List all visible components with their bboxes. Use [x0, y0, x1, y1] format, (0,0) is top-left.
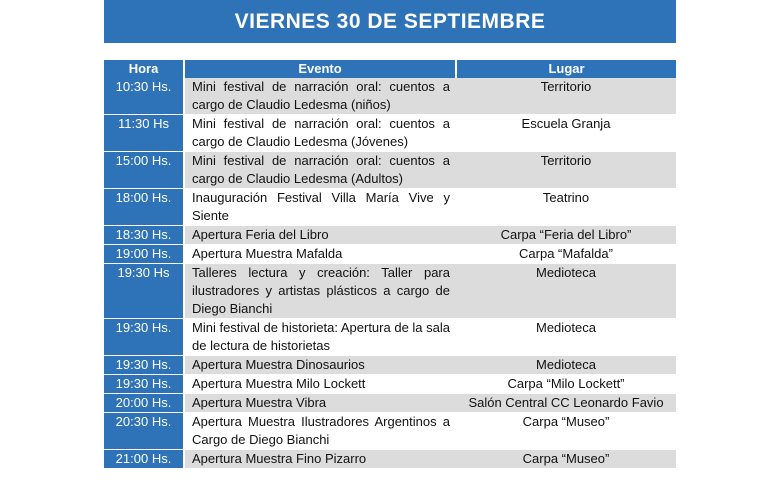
header-lugar: Lugar [456, 60, 676, 78]
row-hora: 18:30 Hs. [104, 226, 184, 245]
table-row [104, 356, 676, 375]
row-lugar: Medioteca [456, 356, 676, 375]
spacer [104, 43, 676, 60]
row-lugar: Medioteca [456, 264, 676, 319]
table-row [104, 189, 676, 226]
header-evento: Evento [184, 60, 456, 78]
row-evento: Apertura Muestra Ilustradores Argentinos a Cargo de Diego Bianchi [184, 413, 456, 450]
row-evento: Talleres lectura y creación: Taller para ilustradores y artistas plásticos a cargo de Diego Bianchi [184, 264, 456, 319]
table-row [104, 152, 676, 189]
table-row [104, 413, 676, 450]
row-lugar: Escuela Granja [456, 115, 676, 152]
schedule-table [104, 60, 676, 469]
row-evento: Apertura Muestra Fino Pizarro [184, 450, 456, 469]
row-evento: Mini festival de historieta: Apertura de la sala de lectura de historietas [184, 319, 456, 356]
row-lugar: Carpa “Museo” [456, 450, 676, 469]
row-hora: 19:30 Hs. [104, 356, 184, 375]
row-evento: Mini festival de narración oral: cuentos a cargo de Claudio Ledesma (Jóvenes) [184, 115, 456, 152]
table-row [104, 245, 676, 264]
row-lugar: Salón Central CC Leonardo Favio [456, 394, 676, 413]
row-evento: Apertura Muestra Dinosaurios [184, 356, 456, 375]
row-evento: Apertura Muestra Milo Lockett [184, 375, 456, 394]
header-hora: Hora [104, 60, 184, 78]
row-hora: 19:30 Hs. [104, 375, 184, 394]
row-hora: 21:00 Hs. [104, 450, 184, 469]
table-row [104, 394, 676, 413]
row-evento: Apertura Muestra Mafalda [184, 245, 456, 264]
table-row [104, 450, 676, 469]
row-lugar: Territorio [456, 78, 676, 115]
table-row [104, 78, 676, 115]
table-row [104, 319, 676, 356]
row-hora: 18:00 Hs. [104, 189, 184, 226]
table-row [104, 226, 676, 245]
row-lugar: Carpa “Feria del Libro” [456, 226, 676, 245]
row-evento: Mini festival de narración oral: cuentos a cargo de Claudio Ledesma (Adultos) [184, 152, 456, 189]
table-row [104, 375, 676, 394]
page-title: VIERNES 30 DE SEPTIEMBRE [104, 0, 676, 43]
row-hora: 10:30 Hs. [104, 78, 184, 115]
row-lugar: Carpa “Milo Lockett” [456, 375, 676, 394]
row-evento: Inauguración Festival Villa María Vive y Siente [184, 189, 456, 226]
row-lugar: Teatrino [456, 189, 676, 226]
row-lugar: Carpa “Museo” [456, 413, 676, 450]
row-hora: 20:00 Hs. [104, 394, 184, 413]
row-hora: 19:30 Hs. [104, 319, 184, 356]
row-evento: Apertura Muestra Vibra [184, 394, 456, 413]
table-row [104, 264, 676, 319]
row-hora: 19:00 Hs. [104, 245, 184, 264]
table-row [104, 115, 676, 152]
row-lugar: Carpa “Mafalda” [456, 245, 676, 264]
row-evento: Mini festival de narración oral: cuentos a cargo de Claudio Ledesma (niños) [184, 78, 456, 115]
row-hora: 15:00 Hs. [104, 152, 184, 189]
row-lugar: Medioteca [456, 319, 676, 356]
row-hora: 11:30 Hs [104, 115, 184, 152]
schedule-page [104, 0, 676, 500]
row-evento: Apertura Feria del Libro [184, 226, 456, 245]
row-hora: 20:30 Hs. [104, 413, 184, 450]
table-header-row [104, 60, 676, 78]
row-hora: 19:30 Hs [104, 264, 184, 319]
row-lugar: Territorio [456, 152, 676, 189]
